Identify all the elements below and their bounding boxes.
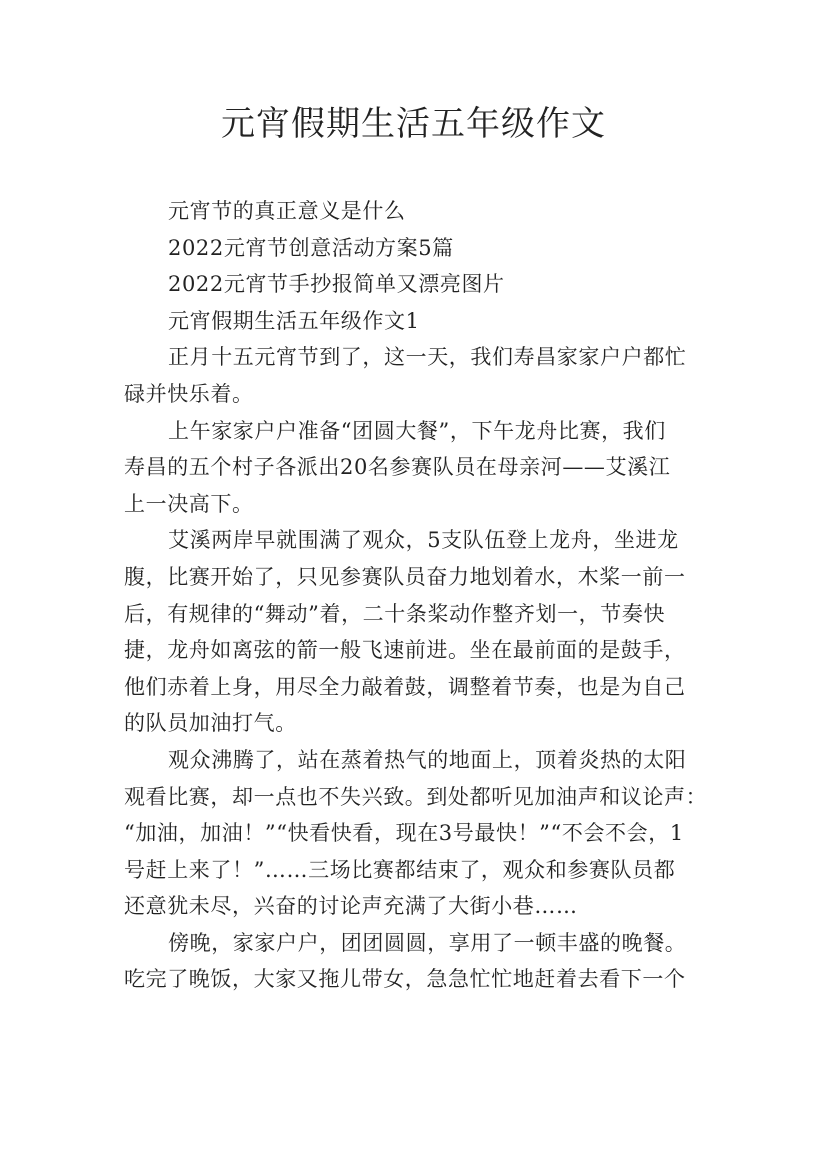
text-line: 2022元宵节手抄报简单又漂亮图片 [168, 272, 505, 297]
text-line: 元宵节的真正意义是什么 [168, 199, 406, 223]
text-line: 寿昌的五个村子各派出20名参赛队员在母亲河——艾溪江 [124, 455, 671, 480]
text-line: 的队员加油打气。 [124, 711, 297, 736]
text-line: “加油，加油！”“快看快看，现在3号最快！”“不会不会，1 [124, 821, 684, 846]
text-line: 艾溪两岸早就围满了观众，5支队伍登上龙舟，坐进龙 [168, 528, 679, 553]
text-line: 元宵假期生活五年级作文1 [168, 308, 420, 333]
text-line: 碌并快乐着。 [124, 381, 254, 406]
text-line: 上一决高下。 [124, 491, 254, 516]
text-line: 上午家家户户准备“团圆大餐”，下午龙舟比赛，我们 [168, 418, 666, 443]
document-body [124, 193, 716, 998]
document-title: 元宵假期生活五年级作文 [221, 104, 606, 144]
text-line: 傍晚，家家户户，团团圆圆，享用了一顿丰盛的晚餐。 [168, 930, 687, 955]
text-line: 号赶上来了！”……三场比赛都结束了，观众和参赛队员都 [124, 857, 676, 882]
text-line: 还意犹未尽，兴奋的讨论声充满了大街小巷…… [124, 894, 578, 919]
text-line: 他们赤着上身，用尽全力敲着鼓，调整着节奏，也是为自己 [124, 674, 686, 699]
text-line: 2022元宵节创意活动方案5篇 [168, 235, 454, 260]
text-line: 腹，比赛开始了，只见参赛队员奋力地划着水，木桨一前一 [124, 564, 686, 589]
text-line: 观看比赛，却一点也不失兴致。到处都听见加油声和议论声： [124, 784, 708, 809]
text-line: 后，有规律的“舞动”着，二十条桨动作整齐划一，节奏快 [124, 601, 666, 626]
text-line: 捷，龙舟如离弦的箭一般飞速前进。坐在最前面的是鼓手， [124, 638, 686, 663]
text-line: 吃完了晚饭，大家又拖儿带女，急急忙忙地赶着去看下一个 [124, 967, 686, 992]
text-line: 观众沸腾了，站在蒸着热气的地面上，顶着炎热的太阳 [168, 747, 687, 772]
text-line: 正月十五元宵节到了，这一天，我们寿昌家家户户都忙 [168, 345, 687, 370]
